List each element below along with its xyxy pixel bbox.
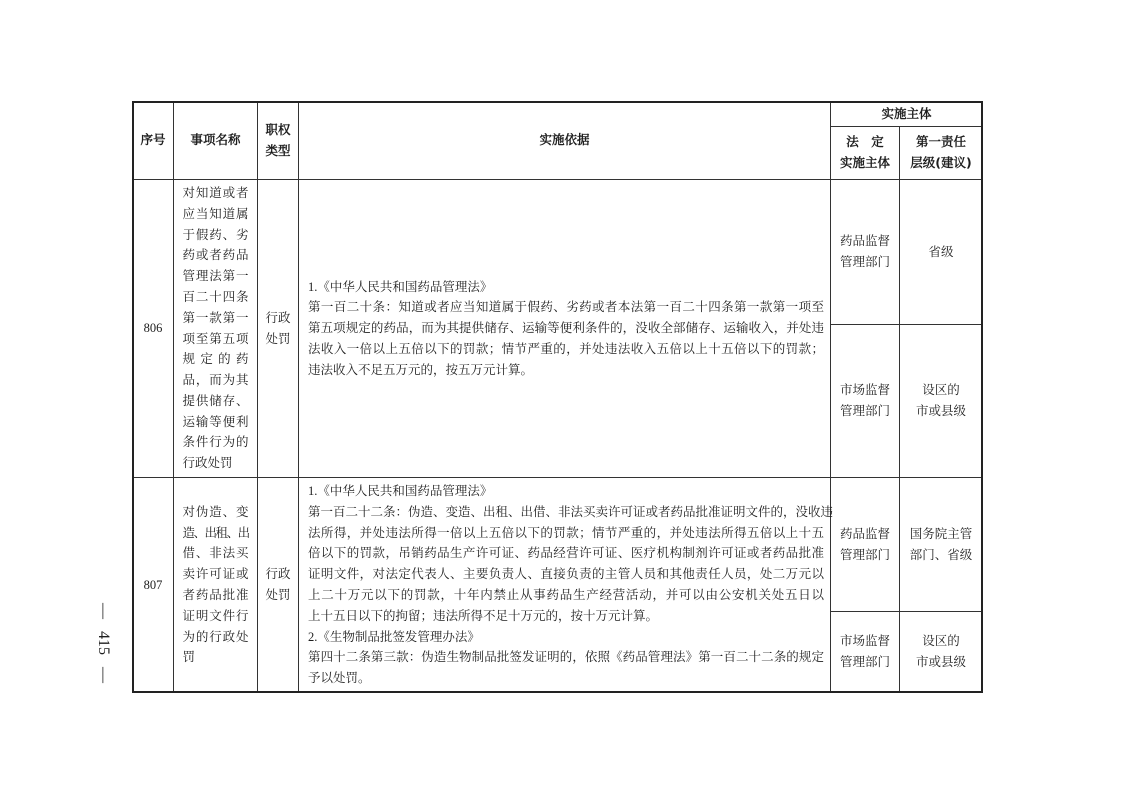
basis-line: 第四十二条第三款：伪造生物制品批签发证明的，依照《药品管理法》第一百二十二条的规定 xyxy=(308,650,824,665)
legal-subject-text xyxy=(840,524,890,566)
item-name-line: 对知道或者 xyxy=(182,185,249,200)
item-name-line: 运输等便利 xyxy=(182,414,249,429)
responsibility-level-line: 市或县级 xyxy=(915,404,966,418)
basis-line: 第五项规定的药品，而为其提供储存、运输等便利条件的，没收全部储存、运输收入，并处违 xyxy=(308,321,824,336)
basis-line: 上二十万元以下的罚款，十年内禁止从事药品生产经营活动，并可以由公安机关处五日以 xyxy=(308,588,824,602)
header-item-name xyxy=(174,102,258,180)
header-power-type xyxy=(258,102,299,180)
header-power-type-line: 职权 xyxy=(265,121,291,137)
item-name-line: 项至第五项 xyxy=(182,331,249,346)
legal-subject-line: 市场监督 xyxy=(839,383,890,398)
item-name-line: 对伪造、变 xyxy=(182,504,249,519)
header-implementing-subject-label: 实施主体 xyxy=(881,105,932,121)
header-legal-subject-line: 法 定 xyxy=(846,134,884,150)
header-legal-subject-line: 实施主体 xyxy=(839,155,890,170)
legal-subject-line: 药品监督 xyxy=(839,234,890,249)
header-serial-number-label: 序号 xyxy=(140,132,166,148)
responsibility-level-cell xyxy=(900,478,982,612)
item-name-line: 于假药、劣 xyxy=(182,227,249,242)
responsibility-level-cell xyxy=(900,612,982,692)
basis-line: 第一百二十条：知道或者应当知道属于假药、劣药或者本法第一百二十四条第一款第一项至 xyxy=(308,300,824,315)
item-name-line: 卖许可证或 xyxy=(182,567,249,582)
header-first-responsibility-level-text xyxy=(910,132,971,174)
legal-subject-cell xyxy=(831,180,900,325)
basis-line: 证明文件，对法定代表人、主要负责人、直接负责的主管人员和其他责任人员，处二万元以 xyxy=(308,567,824,582)
basis-law-title: 2.《生物制品批签发管理办法》 xyxy=(308,629,480,644)
item-name-line: 应当知道属 xyxy=(182,206,249,221)
header-first-responsibility-level xyxy=(900,127,982,180)
item-name-line: 证明文件行 xyxy=(182,608,249,623)
basis-line: 违法收入不足五万元的，按五万元计算。 xyxy=(308,362,534,377)
legal-subject-text xyxy=(840,631,890,673)
item-name-line: 罚 xyxy=(182,650,196,665)
responsibility-level-line: 设区的 xyxy=(922,383,960,398)
item-name-line: 管理法第一 xyxy=(182,269,249,284)
legal-subject-line: 药品监督 xyxy=(839,526,890,541)
header-power-type-line: 类型 xyxy=(265,142,291,158)
item-name-line: 造、出租、出 xyxy=(182,525,249,540)
header-basis xyxy=(299,102,831,180)
responsibility-level-cell xyxy=(900,325,982,478)
legal-subject-line: 管理部门 xyxy=(839,404,890,418)
item-name-line: 借、非法买 xyxy=(182,546,249,561)
item-name-line: 规定的药 xyxy=(182,352,249,367)
item-name-text xyxy=(183,502,249,668)
responsibility-level-cell xyxy=(900,180,982,325)
header-power-type-text xyxy=(265,120,290,162)
basis-line: 法收入一倍以上五倍以下的罚款；情节严重的，并处违法收入五倍以上十五倍以下的罚款； xyxy=(308,341,824,356)
responsibility-level-text xyxy=(910,524,973,566)
power-type-text xyxy=(265,308,290,350)
responsibility-level-line: 国务院主管 xyxy=(909,526,973,541)
responsibility-level-line: 市或县级 xyxy=(915,655,966,669)
item-name-line: 百二十四条 xyxy=(182,289,249,304)
item-name-line: 行政处罚 xyxy=(182,456,233,471)
header-basis-label: 实施依据 xyxy=(539,132,590,148)
item-name-line: 提供储存、 xyxy=(182,393,249,408)
item-name-text xyxy=(183,183,249,474)
item-name-cell xyxy=(174,478,258,692)
responsibility-level-line: 省级 xyxy=(928,244,954,259)
basis-line: 第一百二十二条：伪造、变造、出租、出借、非法买卖许可证或者药品批准证明文件的，没收违 xyxy=(308,504,834,519)
legal-subject-line: 管理部门 xyxy=(839,255,890,269)
header-implementing-subject xyxy=(831,102,982,127)
basis-text xyxy=(308,277,824,381)
header-legal-subject-text xyxy=(840,132,890,174)
basis-line: 上十五日以下的拘留；违法所得不足十万元的，按十万元计算。 xyxy=(308,608,659,623)
item-name-line: 第一款第一 xyxy=(182,310,249,325)
header-first-responsibility-level-line: 层级(建议) xyxy=(910,155,972,170)
legal-subject-cell xyxy=(831,478,900,612)
serial-number: 806 xyxy=(143,321,163,336)
page-number: — 415 — xyxy=(95,603,112,683)
power-type-line: 行政 xyxy=(265,567,291,582)
responsibility-level-line: 部门、省级 xyxy=(909,547,973,562)
power-type-text xyxy=(265,564,290,606)
header-legal-subject xyxy=(831,127,900,180)
serial-number-cell xyxy=(133,180,174,478)
legal-subject-line: 管理部门 xyxy=(839,655,890,669)
basis-cell xyxy=(299,180,831,478)
legal-subject-text xyxy=(840,231,890,273)
power-type-line: 处罚 xyxy=(265,588,291,602)
legal-subject-line: 管理部门 xyxy=(839,547,890,562)
power-type-cell xyxy=(258,180,299,478)
legal-subject-line: 市场监督 xyxy=(839,634,890,649)
power-type-cell xyxy=(258,478,299,692)
basis-line: 倍以下的罚款，吊销药品生产许可证、药品经营许可证、医疗机构制剂许可证或者药品批准 xyxy=(308,546,824,561)
basis-law-title: 1.《中华人民共和国药品管理法》 xyxy=(308,484,493,499)
item-name-line: 药或者药品 xyxy=(182,248,249,263)
serial-number: 807 xyxy=(143,577,163,592)
power-type-line: 行政 xyxy=(265,310,291,325)
responsibility-level-line: 设区的 xyxy=(922,634,960,649)
item-name-line: 条件行为的 xyxy=(182,435,249,450)
item-name-line: 品，而为其 xyxy=(182,373,249,388)
responsibility-level-text xyxy=(916,380,966,422)
item-name-line: 为的行政处 xyxy=(182,629,249,644)
header-first-responsibility-level-line: 第一责任 xyxy=(915,134,966,150)
basis-line: 予以处罚。 xyxy=(308,671,371,686)
legal-subject-cell xyxy=(831,612,900,692)
item-name-line: 者药品批准 xyxy=(182,588,249,602)
authority-table xyxy=(133,102,982,692)
basis-cell xyxy=(299,478,834,692)
legal-subject-text xyxy=(840,380,890,422)
header-item-name-label: 事项名称 xyxy=(190,132,241,148)
basis-line: 法所得，并处违法所得一倍以上五倍以下的罚款；情节严重的，并处违法所得五倍以上十五 xyxy=(308,525,824,540)
responsibility-level-text xyxy=(928,242,953,263)
item-name-cell xyxy=(174,180,258,478)
responsibility-level-text xyxy=(916,631,966,673)
header-serial-number xyxy=(133,102,174,180)
serial-number-cell xyxy=(133,478,174,692)
legal-subject-cell xyxy=(831,325,900,478)
power-type-line: 处罚 xyxy=(265,331,291,346)
basis-law-title: 1.《中华人民共和国药品管理法》 xyxy=(308,279,493,294)
basis-text xyxy=(308,481,834,689)
